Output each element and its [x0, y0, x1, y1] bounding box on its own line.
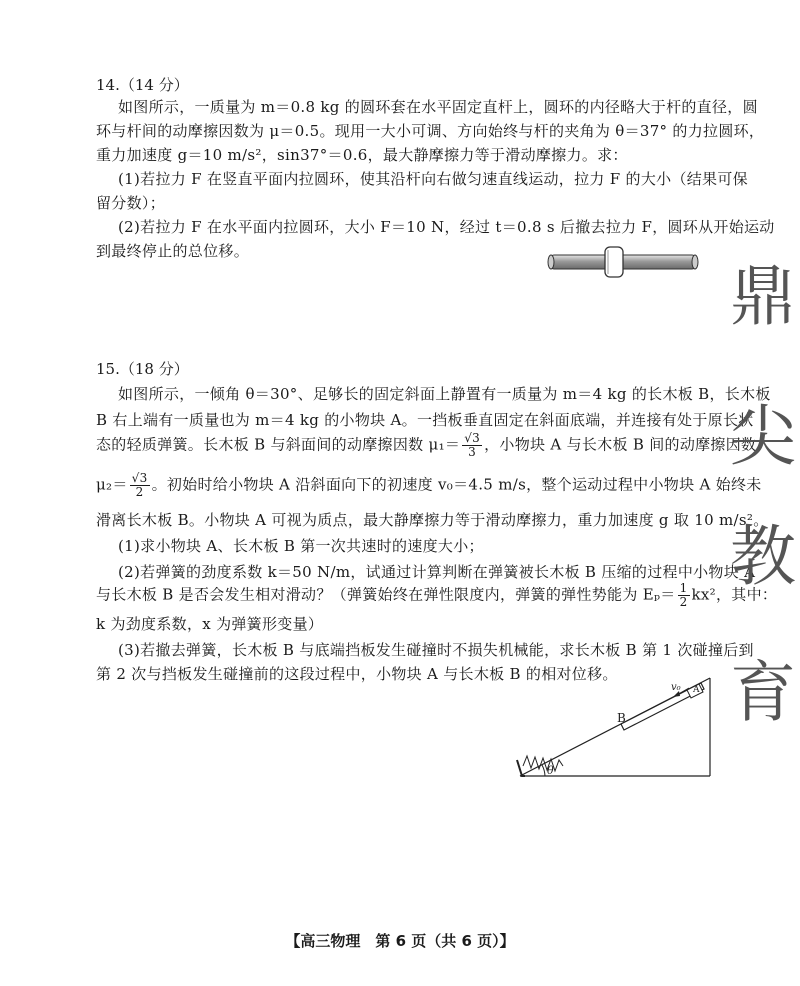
mu1-fraction: $\frac{√3}{3}$ [464, 431, 481, 459]
q14-sub1-a: (1)若拉力 F 在竖直平面内拉圆环，使其沿杆向右做匀速直线运动，拉力 F 的大小（结果可保 [118, 170, 748, 188]
q15-line-2: B 右上端有一质量也为 m＝4 kg 的小物块 A。一挡板垂直固定在斜面底端，并连接有处于原长状 [96, 411, 754, 429]
q15-sub3-a: (3)若撤去弹簧，长木板 B 与底端挡板发生碰撞时不损失机械能，求长木板 B 第 1 次碰撞后到 [118, 641, 754, 659]
watermark-char-3: 教 [730, 518, 796, 595]
q15-sub1: (1)求小物块 A、长木板 B 第一次共速时的速度大小； [118, 537, 484, 555]
half-fraction: $\frac{1}{2}$ [679, 581, 688, 609]
q15-sub3-b: 第 2 次与挡板发生碰撞前的这段过程中，小物块 A 与长木板 B 的相对位移。 [96, 665, 618, 683]
label-b: B [617, 711, 626, 725]
rod-ring-figure [545, 244, 705, 284]
q15-sub2-c: k 为劲度系数，x 为弹簧形变量） [96, 615, 324, 633]
q15-sub2-a: (2)若弹簧的劲度系数 k＝50 N/m，试通过计算判断在弹簧被长木板 B 压缩的过程中小物块 A [118, 563, 756, 581]
incline-figure [505, 676, 720, 786]
q15-sub2-b-post: kx²，其中： [691, 585, 778, 604]
q15-line-3-post: ，小物块 A 与长木板 B 间的动摩擦因数 [484, 435, 757, 454]
q14-line-3: 重力加速度 g＝10 m/s²，sin37°＝0.6，最大静摩擦力等于滑动摩擦力。求： [96, 146, 628, 164]
q14-header: 14.（14 分） [96, 76, 189, 94]
q15-sub2-b [96, 582, 777, 609]
q15-line-3-pre: 态的轻质弹簧。长木板 B 与斜面间的动摩擦因数 μ₁＝ [96, 435, 461, 454]
label-a: A [693, 685, 700, 695]
q15-sub2-b-pre: 与长木板 B 是否会发生相对滑动？（弹簧始终在弹性限度内，弹簧的弹性势能为 Eₚ＝ [96, 585, 676, 604]
q15-line-4-post: 。初始时给小物块 A 沿斜面向下的初速度 v₀＝4.5 m/s，整个运动过程中小物块 A 始终未 [151, 475, 762, 494]
watermark-char-2: 尖 [730, 398, 796, 475]
mu2-fraction: $\frac{√3}{2}$ [131, 471, 148, 499]
q15-line-5: 滑离长木板 B。小物块 A 可视为质点，最大静摩擦力等于滑动摩擦力，重力加速度 g 取 10 m/s²。 [96, 511, 769, 529]
label-v0: v₀ [671, 682, 681, 693]
q14-sub2-b: 到最终停止的总位移。 [96, 242, 250, 260]
q15-header: 15.（18 分） [96, 360, 189, 378]
theta-arc [542, 765, 545, 776]
watermark-char-1: 鼎 [730, 258, 796, 335]
q15-line-3 [96, 432, 756, 459]
q14-line-1: 如图所示，一质量为 m＝0.8 kg 的圆环套在水平固定直杆上，圆环的内径略大于杆的直径，圆 [118, 98, 758, 116]
q14-sub1-b: 留分数）； [96, 194, 166, 212]
q14-line-2: 环与杆间的动摩擦因数为 μ＝0.5。现用一大小可调、方向始终与杆的夹角为 θ＝37° 的力拉圆环， [96, 122, 765, 140]
watermark-char-4: 育 [730, 654, 796, 731]
q15-line-4-pre: μ₂＝ [96, 475, 128, 494]
page-footer: 【高三物理 第 6 页（共 6 页）】 [285, 932, 515, 950]
q14-sub2-a: (2)若拉力 F 在水平面内拉圆环，大小 F＝10 N，经过 t＝0.8 s 后撤去拉力 F，圆环从开始运动 [118, 218, 775, 236]
q15-line-1: 如图所示，一倾角 θ＝30°、足够长的固定斜面上静置有一质量为 m＝4 kg 的长木板 B，长木板 [118, 385, 771, 403]
label-theta: θ [547, 764, 554, 777]
q15-line-4 [96, 472, 762, 499]
